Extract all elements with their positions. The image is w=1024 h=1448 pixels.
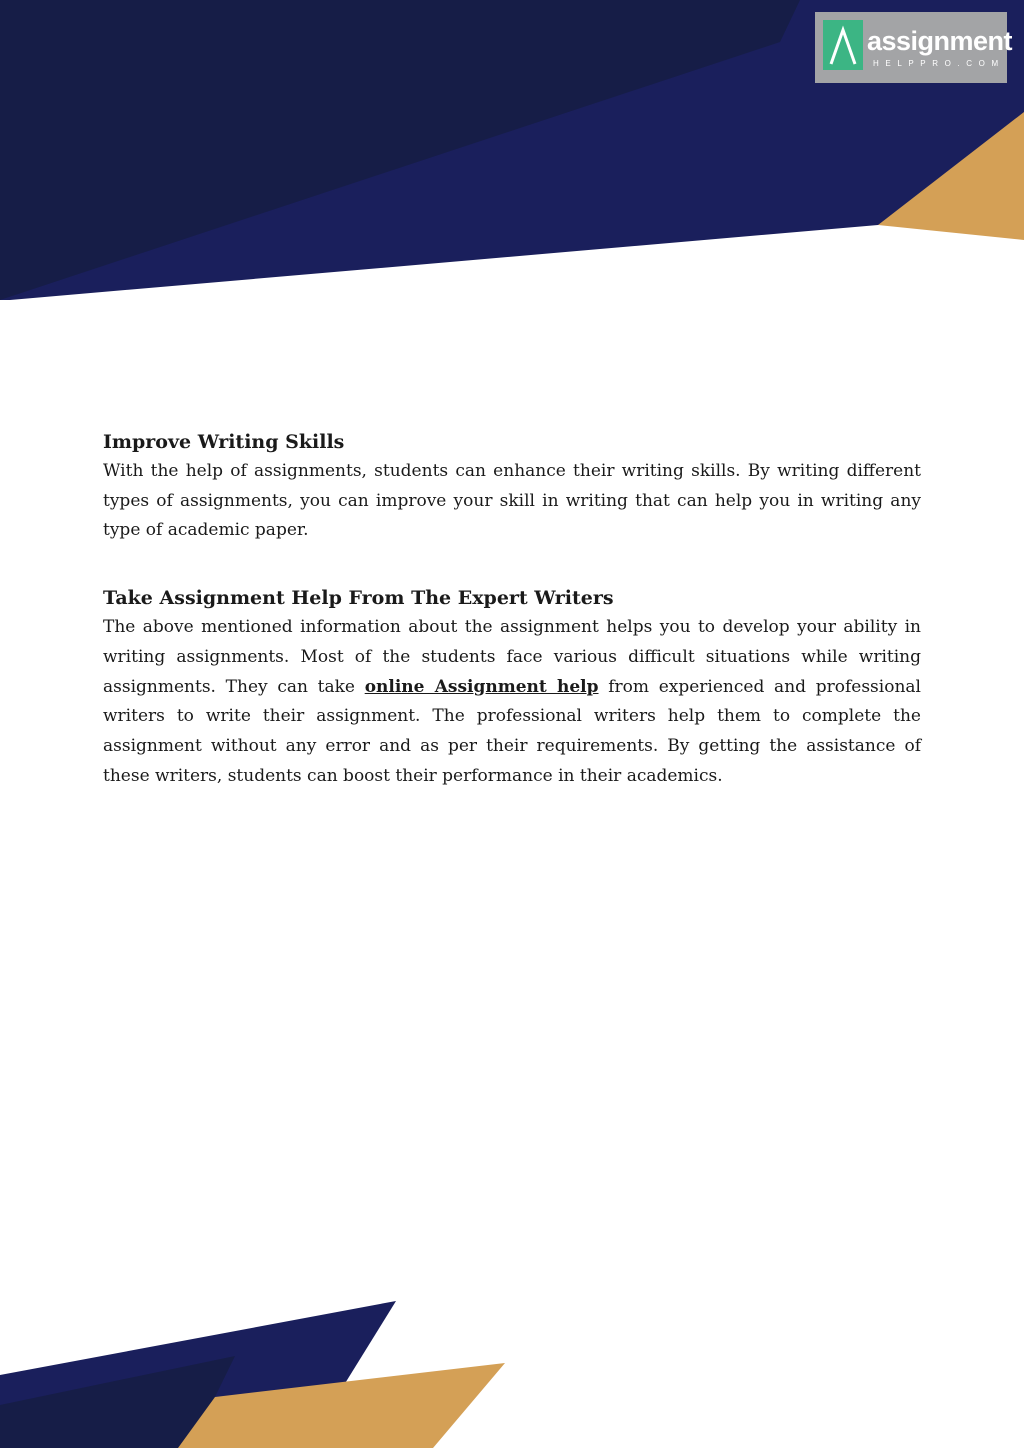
- paragraph-text-after-link: from experienced and professional writers to write their assignment. The professional writers help them to complete the assignment without any error and as per their requirements. By getting the assistance of these writers, students can boost their performance in their academics.: [103, 676, 921, 786]
- document-body: [103, 427, 921, 791]
- brand-logo: [815, 12, 1013, 83]
- section-paragraph: With the help of assignments, students can enhance their writing skills. By writing different types of assignments, you can improve your skill in writing that can help you in writing any type of academic paper.: [103, 461, 921, 541]
- logo-mark-icon: [823, 20, 863, 70]
- section-improve-writing: [103, 427, 921, 546]
- section-expert-writers: [103, 583, 921, 791]
- online-assignment-help-link[interactable]: online Assignment help: [364, 676, 599, 697]
- logo-subtext: HELPPRO.COM: [873, 59, 1005, 68]
- paragraph-text-before-link: The above mentioned information about the assignment helps you to develop your ability in writing assignments. Most of the students face various difficult situations while writing assignments. They can take: [103, 617, 921, 697]
- logo-wordmark: assignment: [867, 26, 1013, 56]
- section-heading: Take Assignment Help From The Expert Writers: [103, 587, 614, 610]
- section-heading: Improve Writing Skills: [103, 431, 345, 453]
- section-paragraph: [103, 613, 921, 791]
